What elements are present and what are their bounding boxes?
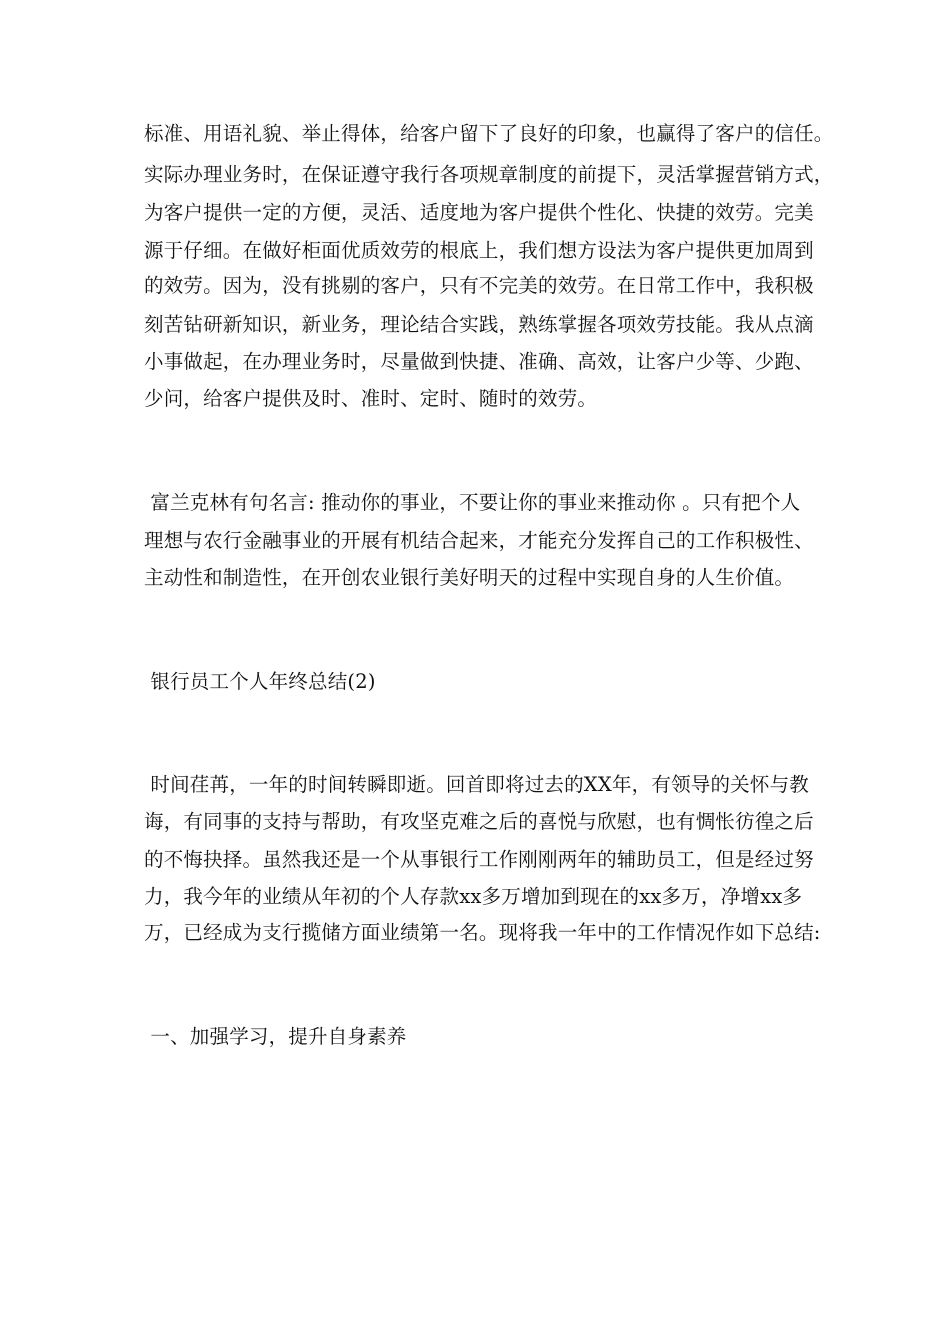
text-line: 万，已经成为支行揽储方面业绩第一名。现将我一年中的工作情况作如下总结: xyxy=(144,921,821,944)
text-line: 小事做起，在办理业务时，尽量做到快捷、准确、高效，让客户少等、少跑、 xyxy=(144,350,814,373)
text-line: 标准、用语礼貌、举止得体，给客户留下了良好的印象，也赢得了客户的信任。 xyxy=(144,122,834,145)
text-line: 实际办理业务时，在保证遵守我行各项规章制度的前提下，灵活掌握营销方式， xyxy=(144,163,834,186)
text-line: 为客户提供一定的方便，灵活、适度地为客户提供个性化、快捷的效劳。完美 xyxy=(144,201,814,224)
text-line: 刻苦钻研新知识，新业务，理论结合实践，熟练掌握各项效劳技能。我从点滴 xyxy=(144,313,814,336)
text-line: 少问，给客户提供及时、准时、定时、随时的效劳。 xyxy=(144,387,598,410)
text-line: 富兰克林有句名言: 推动你的事业，不要让你的事业来推动你 。只有把个人 xyxy=(144,491,801,514)
text-line: 的不悔抉择。虽然我还是一个从事银行工作刚刚两年的辅助员工，但是经过努 xyxy=(144,848,814,871)
section-title: 银行员工个人年终总结(2) xyxy=(144,670,376,693)
text-line: 理想与农行金融事业的开展有机结合起来，才能充分发挥自己的工作积极性、 xyxy=(144,529,814,552)
text-line: 时间荏苒，一年的时间转瞬即逝。回首即将过去的XX年，有领导的关怀与教 xyxy=(144,773,809,796)
text-line: 的效劳。因为，没有挑剔的客户，只有不完美的效劳。在日常工作中，我积极 xyxy=(144,274,814,297)
text-line: 诲，有同事的支持与帮助，有攻坚克难之后的喜悦与欣慰，也有惆怅彷徨之后 xyxy=(144,810,814,833)
text-line: 主动性和制造性，在开创农业银行美好明天的过程中实现自身的人生价值。 xyxy=(144,566,795,589)
text-line: 源于仔细。在做好柜面优质效劳的根底上，我们想方设法为客户提供更加周到 xyxy=(144,239,814,262)
text-line: 力，我今年的业绩从年初的个人存款xx多万增加到现在的xx多万，净增xx多 xyxy=(144,885,803,908)
subheading: 一、加强学习，提升自身素养 xyxy=(144,1025,407,1048)
